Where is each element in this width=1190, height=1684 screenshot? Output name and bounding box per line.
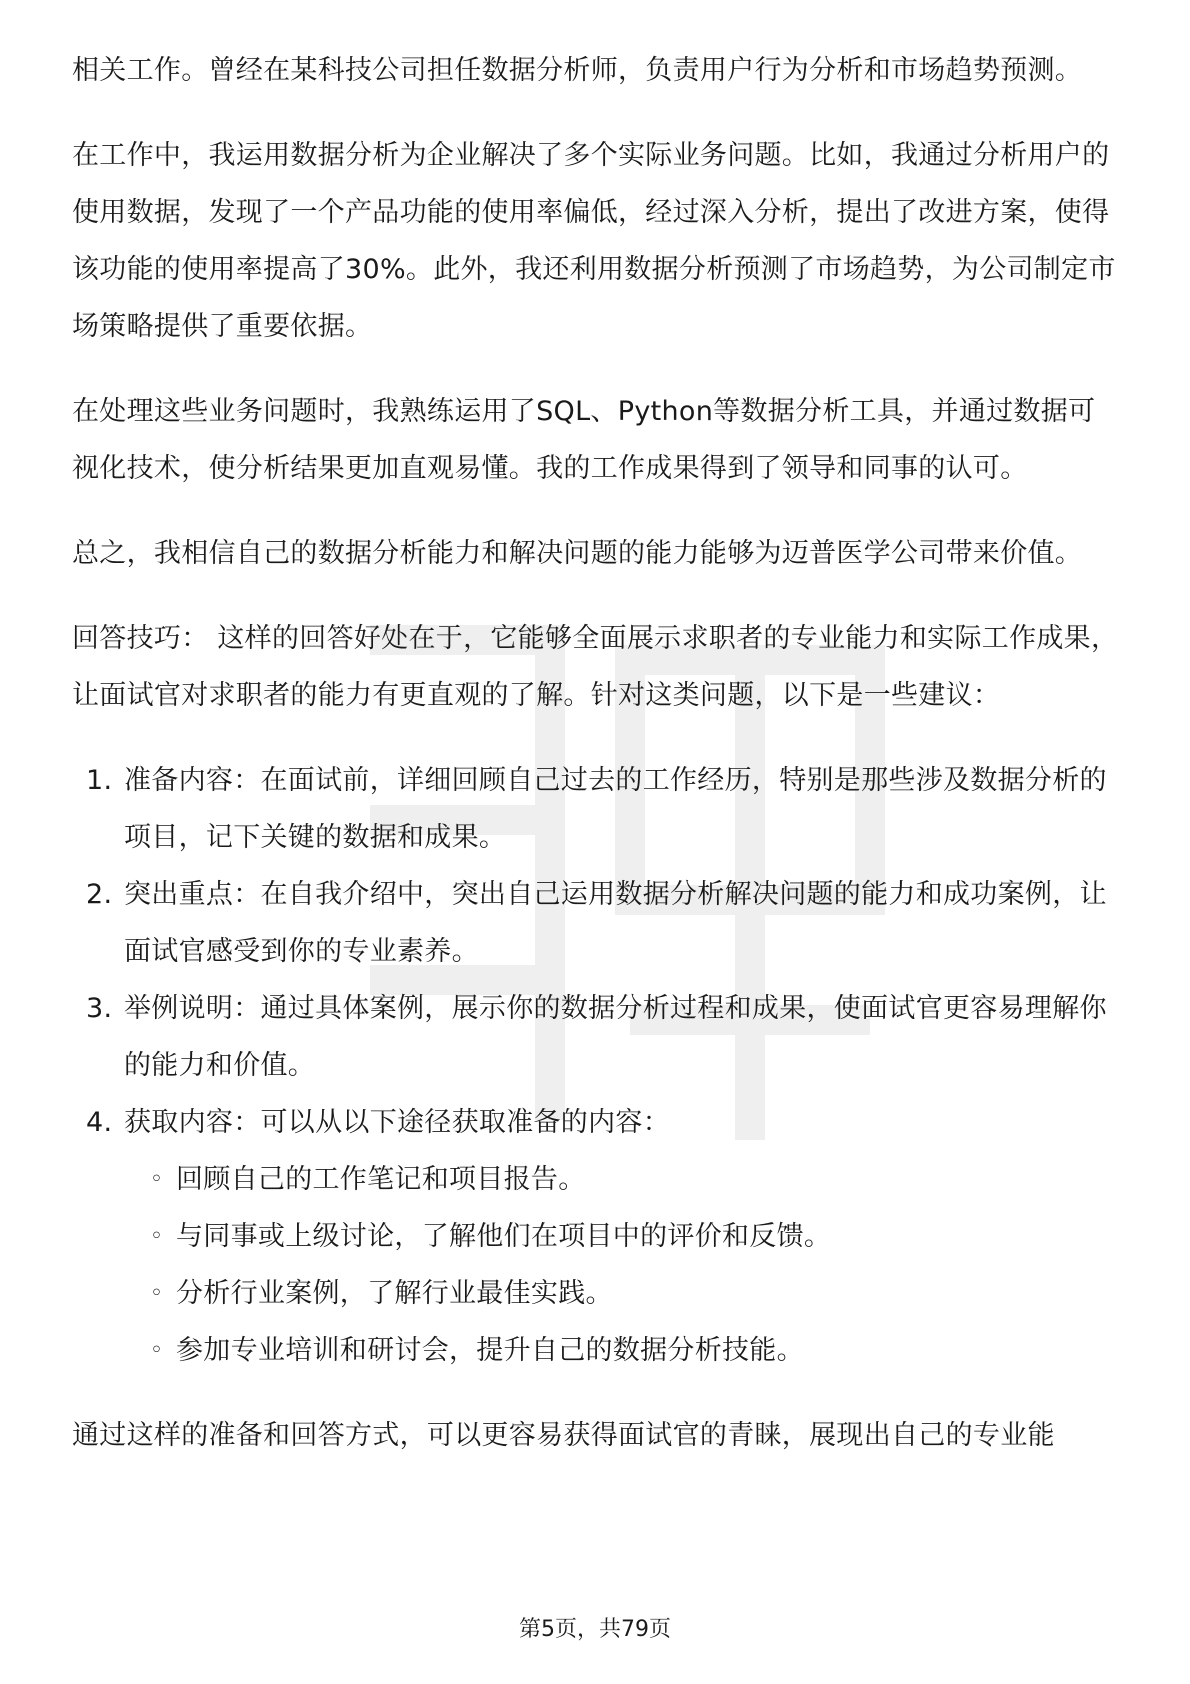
list-item <box>72 1094 1122 1379</box>
list-item-text: 举例说明：通过具体案例，展示你的数据分析过程和成果，使面试官更容易理解你的能力和价值。 <box>124 993 1107 1081</box>
list-item <box>72 980 1122 1094</box>
sublist-item-text: 参加专业培训和研讨会，提升自己的数据分析技能。 <box>176 1335 804 1366</box>
list-number: 4. <box>86 1107 113 1138</box>
circle-bullet-icon: ◦ <box>150 1167 164 1192</box>
list-item-text: 准备内容：在面试前，详细回顾自己过去的工作经历，特别是那些涉及数据分析的项目，记下关键的数据和成果。 <box>124 765 1107 853</box>
list-number: 1. <box>86 765 113 796</box>
list-item-text: 获取内容：可以从以下途径获取准备的内容： <box>124 1107 670 1138</box>
sublist-item-text: 与同事或上级讨论，了解他们在项目中的评价和反馈。 <box>176 1221 832 1252</box>
paragraph-conclusion: 通过这样的准备和回答方式，可以更容易获得面试官的青睐，展现出自己的专业能 <box>72 1420 1055 1451</box>
tips-list <box>72 752 1122 1379</box>
sublist-item-text: 回顾自己的工作笔记和项目报告。 <box>176 1164 586 1195</box>
sublist-item <box>124 1151 1122 1208</box>
list-number: 2. <box>86 879 113 910</box>
sublist-item-text: 分析行业案例，了解行业最佳实践。 <box>176 1278 613 1309</box>
sublist-item <box>124 1208 1122 1265</box>
document-body <box>72 42 1122 1492</box>
paragraph-answer-tips: 回答技巧： 这样的回答好处在于，它能够全面展示求职者的专业能力和实际工作成果，让面试官对求职者的能力有更直观的了解。针对这类问题，以下是一些建议： <box>72 623 1119 711</box>
circle-bullet-icon: ◦ <box>150 1338 164 1363</box>
list-item-text: 突出重点：在自我介绍中，突出自己运用数据分析解决问题的能力和成功案例，让面试官感受到你的专业素养。 <box>124 879 1107 967</box>
list-number: 3. <box>86 993 113 1024</box>
paragraph-work-intro: 相关工作。曾经在某科技公司担任数据分析师，负责用户行为分析和市场趋势预测。 <box>72 55 1083 86</box>
page-number-footer: 第5页，共79页 <box>519 1617 671 1642</box>
list-item <box>72 752 1122 866</box>
paragraph-work-examples: 在工作中，我运用数据分析为企业解决了多个实际业务问题。比如，我通过分析用户的使用数据，发现了一个产品功能的使用率偏低，经过深入分析，提出了改进方案，使得该功能的使用率提高了30%。此外，我还利用数据分析预测了市场趋势，为公司制定市场策略提供了重要依据。 <box>72 140 1116 342</box>
sources-sublist <box>124 1151 1122 1379</box>
circle-bullet-icon: ◦ <box>150 1224 164 1249</box>
sublist-item <box>124 1322 1122 1379</box>
sublist-item <box>124 1265 1122 1322</box>
circle-bullet-icon: ◦ <box>150 1281 164 1306</box>
paragraph-tools: 在处理这些业务问题时，我熟练运用了SQL、Python等数据分析工具，并通过数据可视化技术，使分析结果更加直观易懂。我的工作成果得到了领导和同事的认可。 <box>72 396 1096 484</box>
paragraph-summary: 总之，我相信自己的数据分析能力和解决问题的能力能够为迈普医学公司带来价值。 <box>72 538 1083 569</box>
list-item <box>72 866 1122 980</box>
